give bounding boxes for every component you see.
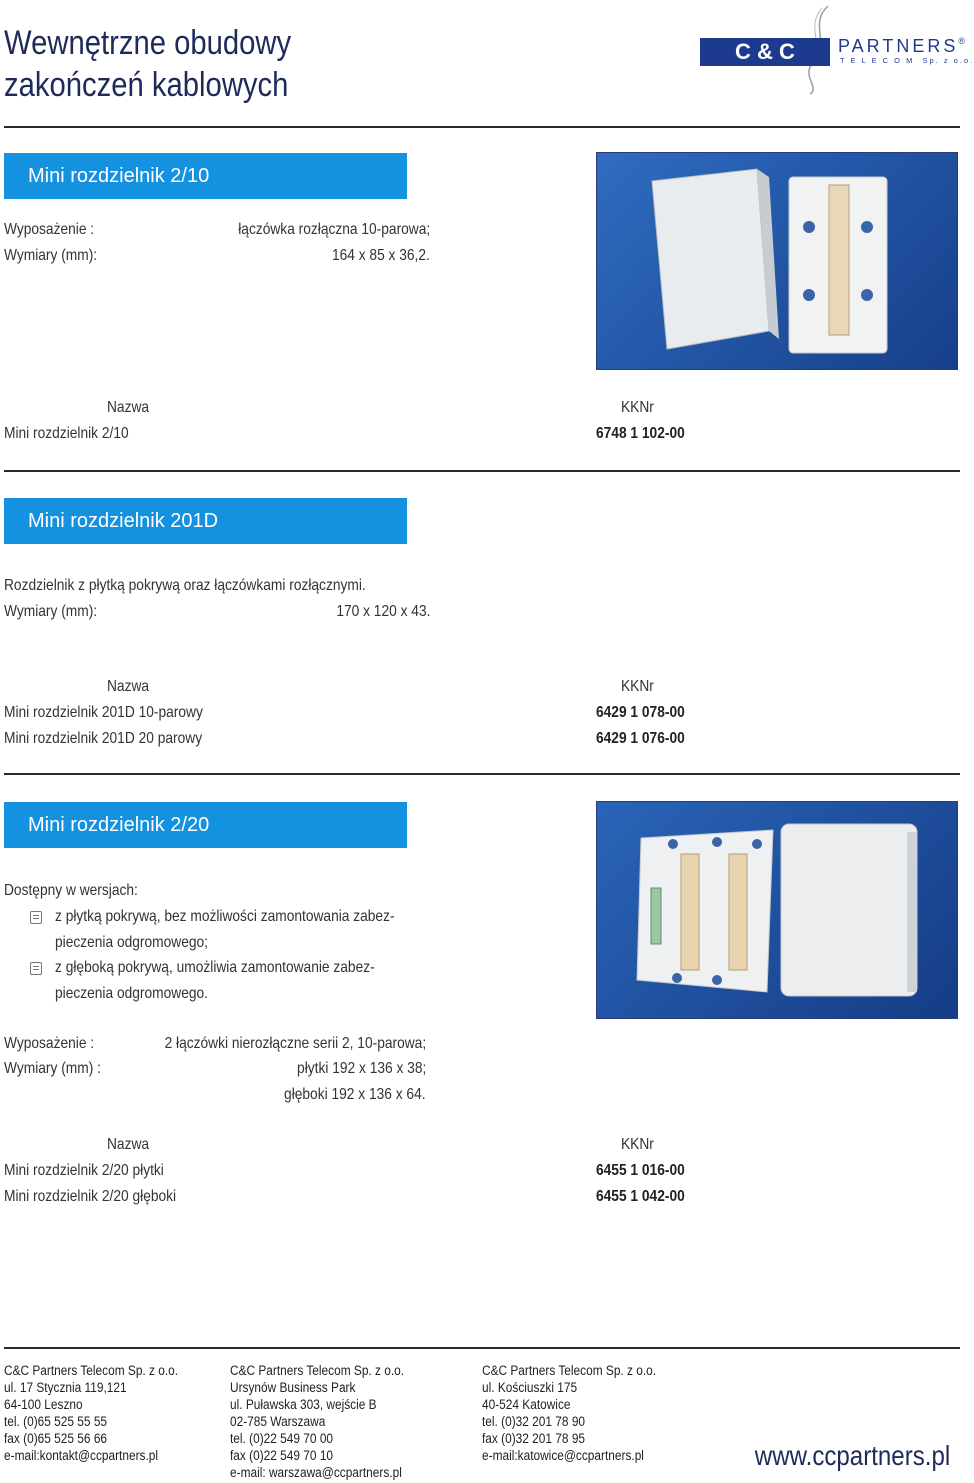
enclosure-illustration-icon (597, 153, 959, 371)
dims-value: płytki 192 x 136 x 38; (296, 1060, 426, 1077)
col-kknr-header: KKNr (621, 1136, 654, 1153)
dims-label: Wymiary (mm) : (4, 1060, 101, 1077)
equip-value: łączówka rozłączna 10-parowa; (238, 221, 430, 238)
section-heading-2-20: Mini rozdzielnik 2/20 (4, 802, 407, 848)
dims-value: głęboki 192 x 136 x 64. (284, 1086, 426, 1103)
product-name: Mini rozdzielnik 2/20 głęboki (4, 1188, 177, 1205)
col-name-header: Nazwa (107, 399, 150, 416)
col-name-header: Nazwa (107, 678, 150, 695)
equip-label: Wyposażenie : (4, 221, 95, 238)
section-heading-201d: Mini rozdzielnik 201D (4, 498, 407, 544)
logo-mark: C & C (700, 38, 830, 66)
website-link[interactable]: www.ccpartners.pl (754, 1440, 950, 1471)
bullet-icon (30, 962, 42, 975)
equip-value: 2 łączówki nierozłączne serii 2, 10-parowa; (164, 1035, 426, 1052)
logo-subtitle: T E L E C O M Sp. z o.o. (840, 56, 974, 65)
footer-address-leszno: C&C Partners Telecom Sp. z o.o. ul. 17 Stycznia 119,121 64-100 Leszno tel. (0)65 525 55 55 fax (0)65 525 56 66 e-mail:kontakt@ccpartners.pl (4, 1363, 179, 1463)
bullet-text: pieczenia odgromowego; (55, 934, 208, 951)
product-kknr: 6455 1 042-00 (596, 1188, 685, 1205)
bullet-icon (30, 911, 42, 924)
col-kknr-header: KKNr (621, 678, 654, 695)
bullet-text: z głęboką pokrywą, umożliwia zamontowanie zabez- (55, 959, 375, 976)
dims-value: 170 x 120 x 43. (335, 603, 430, 620)
col-name-header: Nazwa (107, 1136, 150, 1153)
logo-word: PARTNERS® (838, 36, 968, 56)
product-kknr: 6429 1 076-00 (596, 730, 685, 747)
equip-label: Wyposażenie : (4, 1035, 95, 1052)
product-name: Mini rozdzielnik 2/20 płytki (4, 1162, 164, 1179)
page-title: Wewnętrzne obudowy zakończeń kablowych (4, 24, 292, 104)
product-name: Mini rozdzielnik 201D 20 parowy (4, 730, 203, 747)
bullet-text: z płytką pokrywą, bez możliwości zamontowania zabez- (55, 908, 395, 925)
product-name: Mini rozdzielnik 201D 10-parowy (4, 704, 203, 721)
product-kknr: 6748 1 102-00 (596, 425, 685, 442)
dims-label: Wymiary (mm): (4, 247, 98, 264)
versions-label: Dostępny w wersjach: (4, 882, 138, 899)
dims-value: 164 x 85 x 36,2. (332, 247, 430, 264)
footer-address-warszawa: C&C Partners Telecom Sp. z o.o. Ursynów Business Park ul. Puławska 303, wejście B 02-785 Warszawa tel. (0)22 549 70 00 fax (0)22 549 70 10 e-mail: warszawa@ccpartners.pl (230, 1363, 405, 1480)
col-kknr-header: KKNr (621, 399, 654, 416)
section-divider (4, 470, 960, 472)
product-photo-2-20 (596, 801, 958, 1019)
bullet-text: pieczenia odgromowego. (55, 985, 208, 1002)
section-divider (4, 773, 960, 775)
enclosure-illustration-icon (597, 802, 959, 1020)
product-kknr: 6429 1 078-00 (596, 704, 685, 721)
dims-label: Wymiary (mm): (4, 603, 98, 620)
header-divider (4, 126, 960, 128)
product-kknr: 6455 1 016-00 (596, 1162, 685, 1179)
footer-address-katowice: C&C Partners Telecom Sp. z o.o. ul. Kościuszki 175 40-524 Katowice tel. (0)32 201 78 90 fax (0)32 201 78 95 e-mail:katowice@ccpartners.pl (482, 1363, 657, 1463)
company-logo (698, 4, 974, 96)
description: Rozdzielnik z płytką pokrywą oraz łączówkami rozłącznymi. (4, 577, 366, 594)
section-heading-2-10: Mini rozdzielnik 2/10 (4, 153, 407, 199)
product-name: Mini rozdzielnik 2/10 (4, 425, 129, 442)
footer-divider (4, 1347, 960, 1349)
product-photo-2-10 (596, 152, 958, 370)
